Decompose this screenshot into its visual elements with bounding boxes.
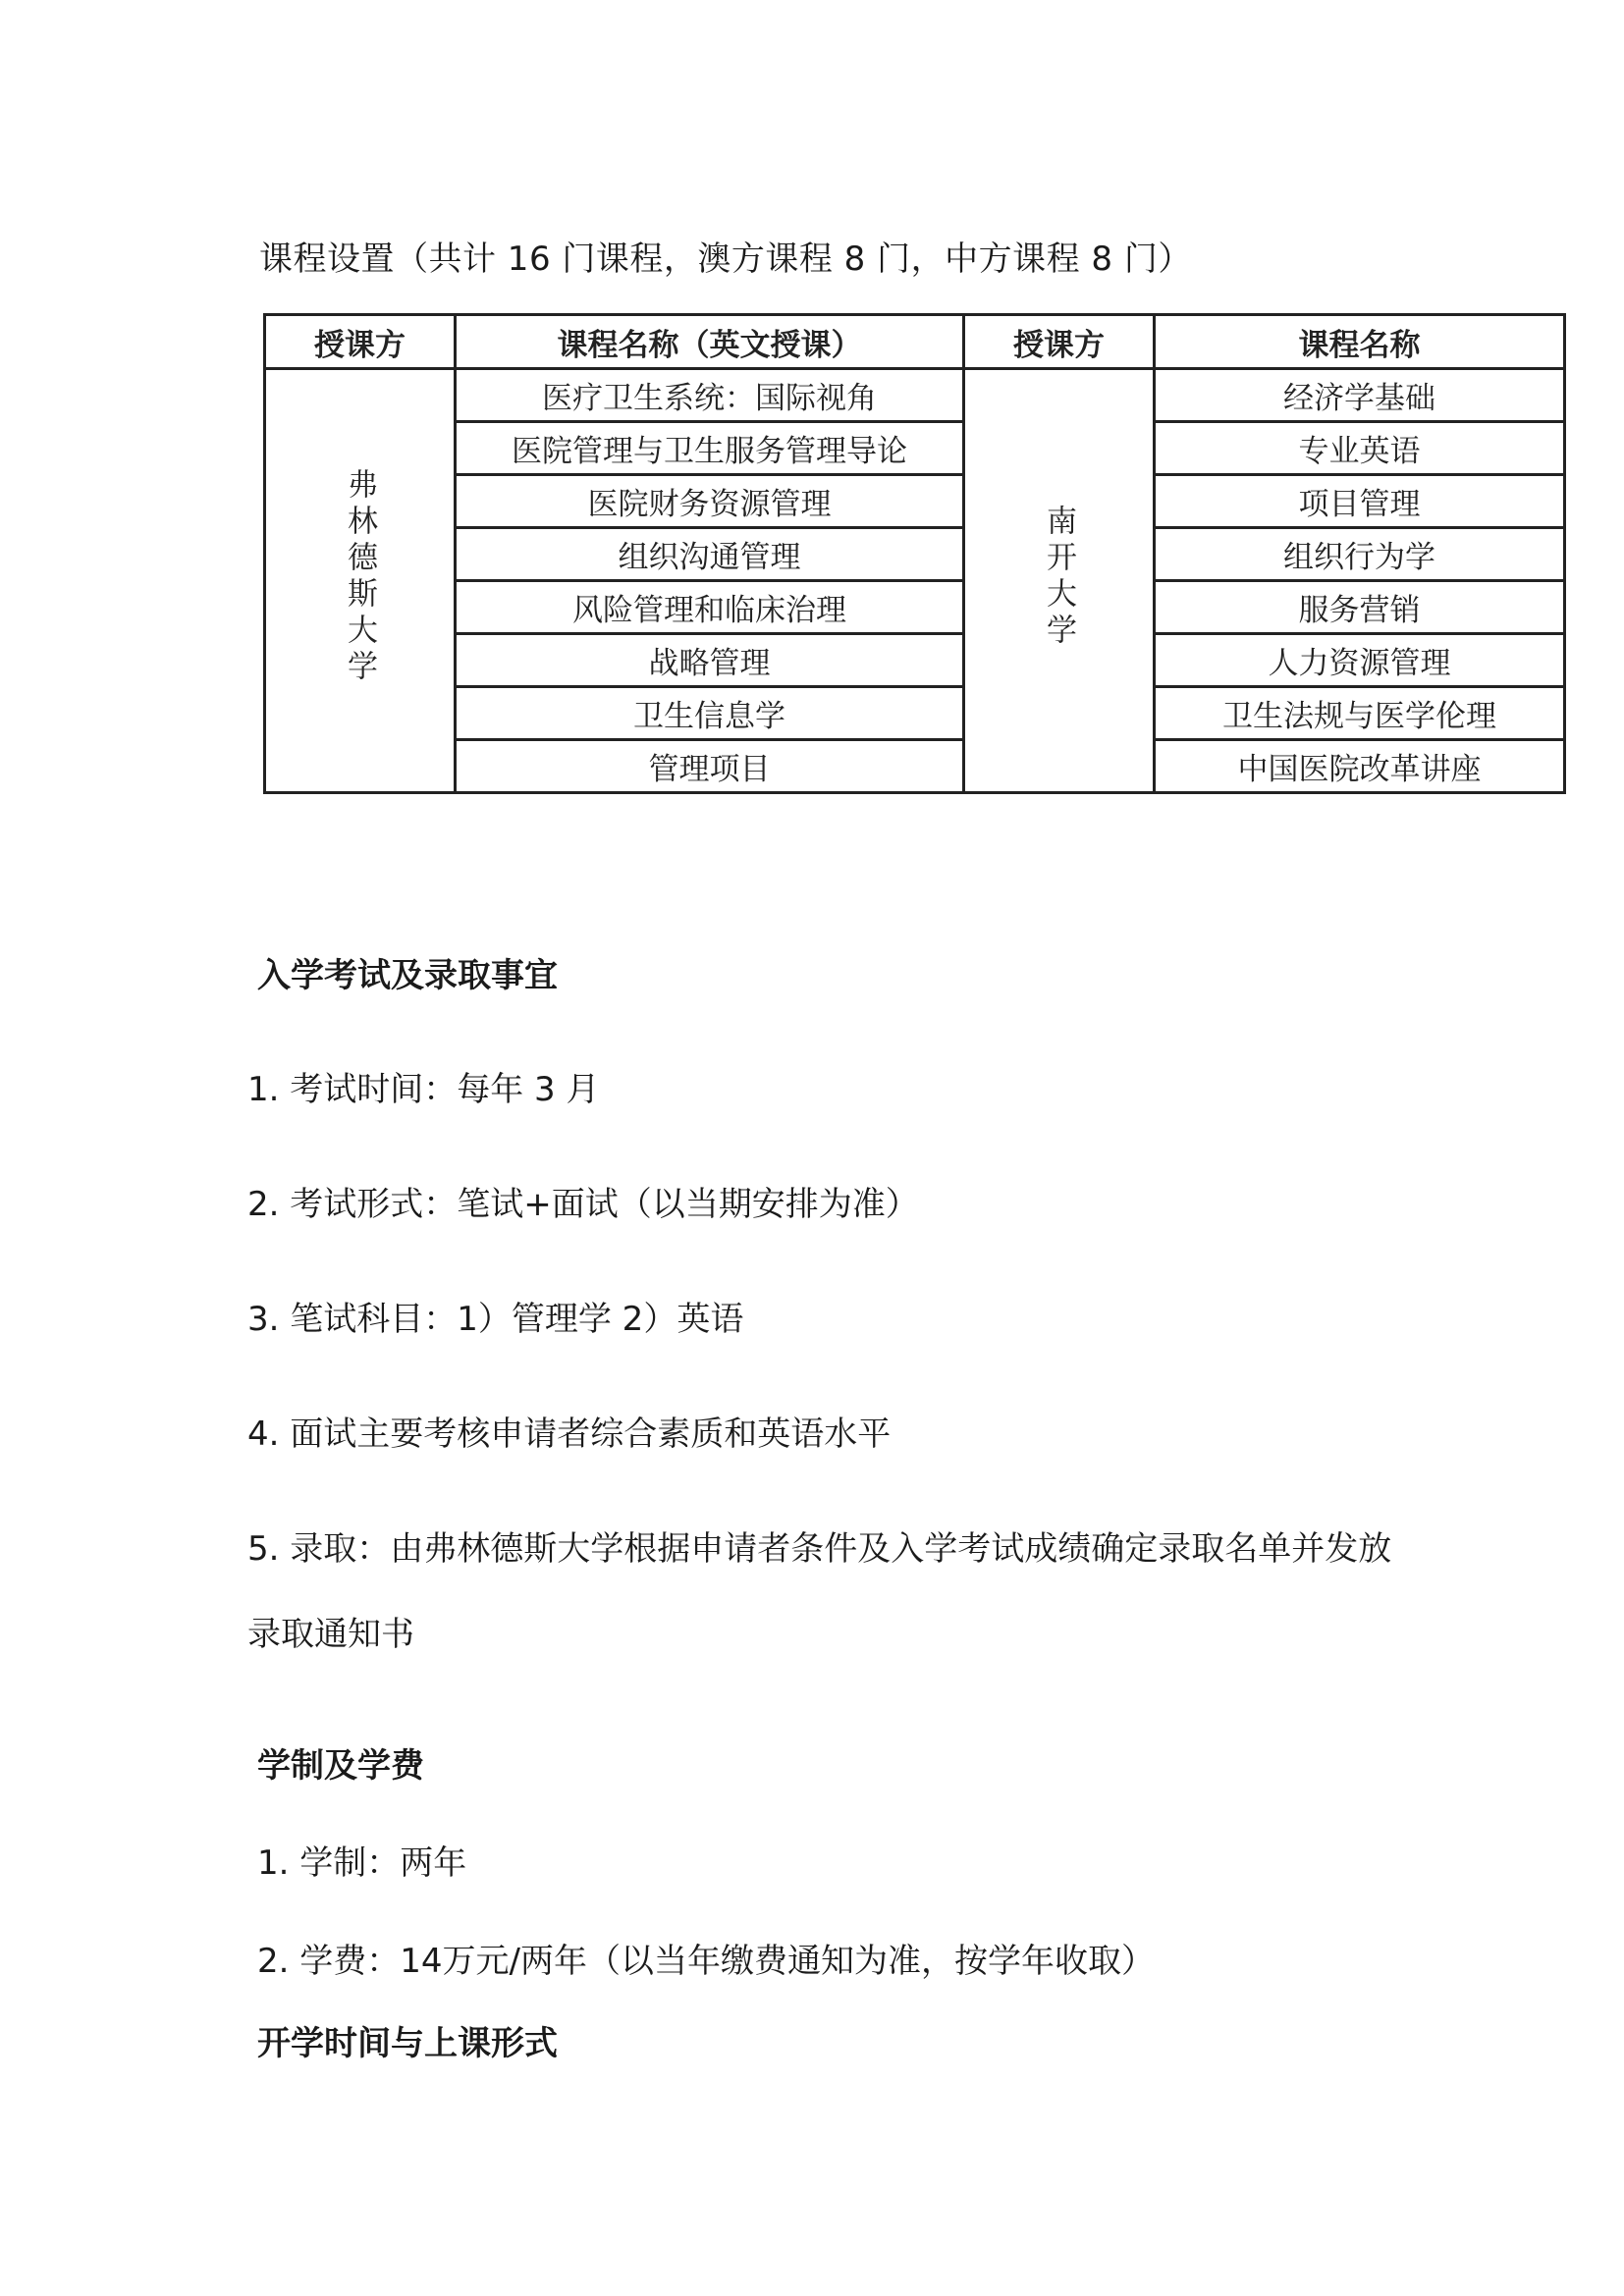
tuition-heading: 学制及学费: [257, 1746, 424, 1786]
table-row: [265, 528, 1565, 581]
left-course: 医疗卫生系统：国际视角: [456, 369, 964, 422]
left-course: 战略管理: [456, 634, 964, 687]
right-course: 中国医院改革讲座: [1155, 740, 1565, 793]
admission-item-exam-time: 1. 考试时间：每年 3 月: [247, 1070, 600, 1109]
left-course: 组织沟通管理: [456, 528, 964, 581]
course-setup-intro: 课程设置（共计 16 门课程，澳方课程 8 门，中方课程 8 门）: [259, 240, 1192, 279]
table-row: [265, 369, 1565, 422]
header-provider-left: 授课方: [265, 315, 456, 369]
right-course: 项目管理: [1155, 475, 1565, 528]
table-row: [265, 740, 1565, 793]
right-course: 经济学基础: [1155, 369, 1565, 422]
table-row: [265, 475, 1565, 528]
header-provider-right: 授课方: [964, 315, 1155, 369]
left-course: 风险管理和临床治理: [456, 581, 964, 634]
admission-heading: 入学考试及录取事宜: [257, 956, 558, 995]
left-course: 医院管理与卫生服务管理导论: [456, 422, 964, 475]
admission-item-exam-format: 2. 考试形式：笔试+面试（以当期安排为准）: [247, 1185, 919, 1224]
right-course: 服务营销: [1155, 581, 1565, 634]
right-course: 卫生法规与医学伦理: [1155, 687, 1565, 740]
provider-nankai-cell: [964, 369, 1155, 793]
right-course: 人力资源管理: [1155, 634, 1565, 687]
header-course-name: 课程名称: [1155, 315, 1565, 369]
schedule-heading: 开学时间与上课形式: [257, 2024, 558, 2063]
left-course: 卫生信息学: [456, 687, 964, 740]
tuition-item-fee: 2. 学费：14万元/两年（以当年缴费通知为准，按学年收取）: [257, 1942, 1155, 1981]
admission-item-enrollment-cont: 录取通知书: [247, 1615, 414, 1654]
provider-flinders: 弗林德斯大学: [342, 467, 377, 686]
right-course: 专业英语: [1155, 422, 1565, 475]
table-row: [265, 581, 1565, 634]
table-header-row: [265, 315, 1565, 369]
course-table: [263, 313, 1566, 794]
admission-item-enrollment: 5. 录取：由弗林德斯大学根据申请者条件及入学考试成绩确定录取名单并发放: [247, 1529, 1392, 1569]
admission-item-interview: 4. 面试主要考核申请者综合素质和英语水平: [247, 1415, 892, 1454]
left-course: 医院财务资源管理: [456, 475, 964, 528]
provider-flinders-cell: [265, 369, 456, 793]
provider-nankai: 南开大学: [1041, 504, 1076, 650]
admission-item-written-subjects: 3. 笔试科目：1）管理学 2）英语: [247, 1300, 744, 1339]
table-row: [265, 687, 1565, 740]
left-course: 管理项目: [456, 740, 964, 793]
table-row: [265, 634, 1565, 687]
right-course: 组织行为学: [1155, 528, 1565, 581]
tuition-item-duration: 1. 学制：两年: [257, 1843, 467, 1883]
header-course-name-english: 课程名称（英文授课）: [456, 315, 964, 369]
table-row: [265, 422, 1565, 475]
